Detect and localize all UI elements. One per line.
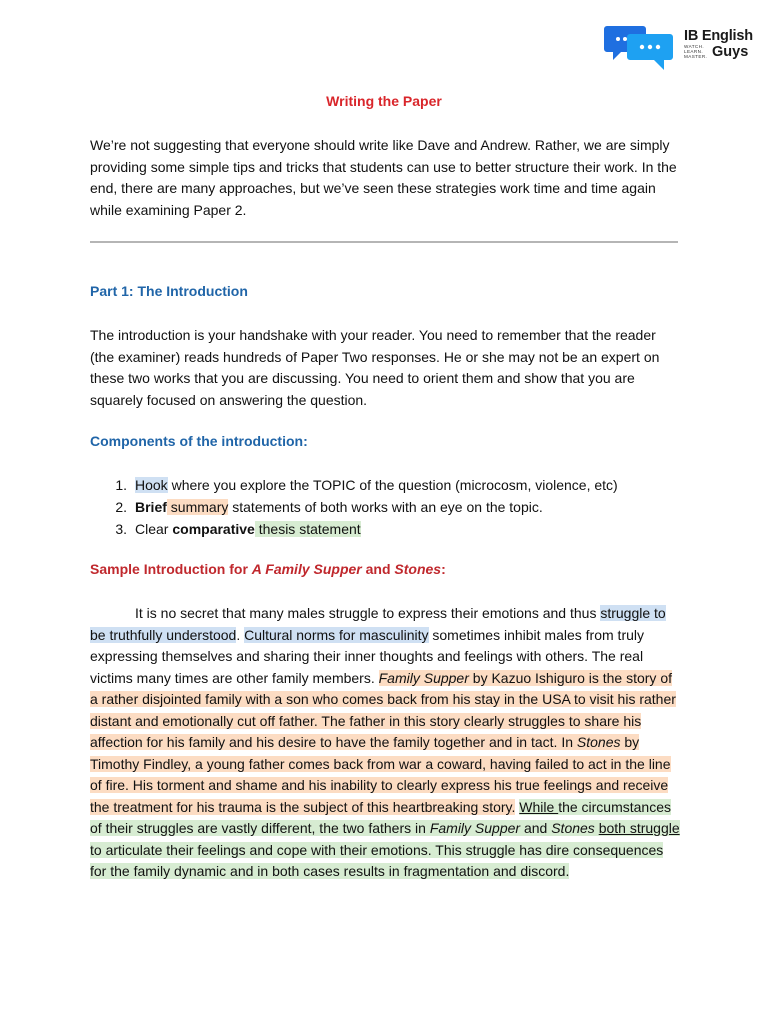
logo-tagline: WATCH. LEARN. MASTER. (684, 44, 708, 60)
logo-guys: Guys (712, 44, 749, 60)
sample-paragraph: It is no secret that many males struggle to express their emotions and thus struggle to be truthfully understood. Cultural norms for masculinity sometimes inhibit males from truly expressing themselves and sharing their inner thoughts and feelings with others. The real victims many times are other family members. Family Supper by Kazuo Ishiguro is the story of a rather disjointed family with a son who comes back from his stay in the USA to visit his rather distant and emotionally cut off father. The father in this story clearly struggles to share his affection for his family and his desire to have the family together and in tact. In Stones by Timothy Findley, a young father comes back from war a coward, having failed to act in the line of fire. His torment and shame and his inability to clearly express his true feelings and receive the treatment for his trauma is the subject of this heartbreaking story. While the circumstances of their struggles are vastly different, the two fathers in Family Supper and Stones both struggle to articulate their feelings and cope with their emotions. This struggle has dire consequences for the family dynamic and in both cases results in fragmentation and discord. (90, 605, 680, 879)
list-item: 1. Hook where you explore the TOPIC of the question (microcosm, violence, etc) (115, 477, 618, 493)
intro-paragraph: We’re not suggesting that everyone should write like Dave and Andrew. Rather, we are simply providing some simple tips and tricks that students can use to better structure their work. In the end, there are many approaches, but we’ve seen these strategies work time and time again while examining Paper 2. (90, 137, 677, 218)
horizontal-divider (90, 241, 678, 243)
components-list (90, 474, 680, 540)
part1-heading: Part 1: The Introduction (90, 283, 248, 299)
list-item: 3. Clear comparative thesis statement (115, 521, 361, 537)
logo-title: IB English (684, 28, 753, 44)
components-heading: Components of the introduction: (90, 433, 308, 449)
sample-heading: Sample Introduction for A Family Supper and Stones: (90, 561, 446, 577)
chat-bubbles-icon (604, 20, 684, 74)
list-item: 2. Brief summary statements of both works with an eye on the topic. (115, 499, 543, 515)
ib-english-guys-logo (604, 20, 754, 74)
page-title: Writing the Paper (326, 93, 442, 109)
part1-paragraph: The introduction is your handshake with your reader. You need to remember that the reader (the examiner) reads hundreds of Paper Two responses. He or she may not be an expert on these two works that you are discussing. You need to orient them and show that you are squarely focused on answering the question. (90, 327, 660, 408)
